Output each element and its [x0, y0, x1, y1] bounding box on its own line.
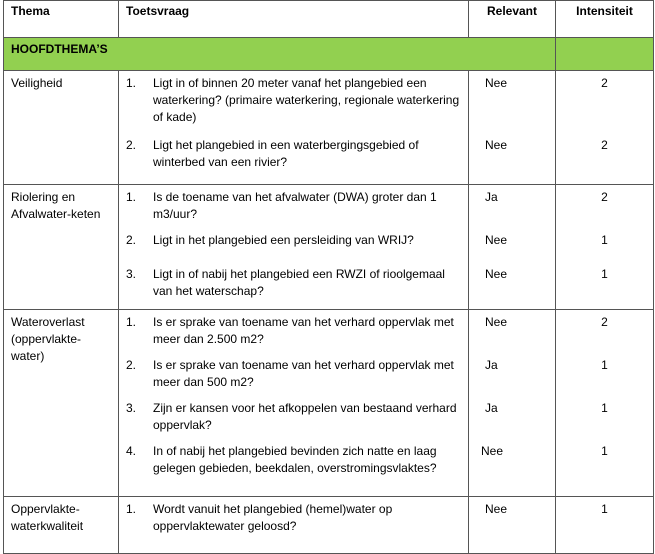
header-thema: Thema: [4, 1, 119, 38]
intensiteit-value: 1: [601, 267, 608, 281]
thema-cell: Veiligheid: [4, 71, 119, 185]
question-text: Wordt vanuit het plangebied (hemel)water op oppervlaktewater geloosd?: [153, 502, 393, 533]
header-toetsvraag: Toetsvraag: [119, 1, 469, 38]
intensiteit-value: 1: [601, 358, 608, 372]
question-item: [126, 357, 461, 400]
intensiteit-value: 1: [601, 502, 608, 516]
intensiteit-value: 2: [601, 190, 608, 204]
relevant-value: Nee: [485, 138, 508, 152]
question-text: Is er sprake van toename van het verhard oppervlak met meer dan 2.500 m2?: [153, 315, 454, 346]
question-item: [126, 501, 461, 535]
table-row: [4, 497, 654, 554]
question-text: Is de toename van het afvalwater (DWA) groter dan 1 m3/uur?: [153, 190, 437, 221]
relevant-value: Ja: [485, 401, 498, 415]
header-row: [4, 1, 654, 38]
question-item: [126, 189, 461, 232]
question-cell: [119, 310, 469, 497]
question-number: 1.: [126, 315, 137, 329]
question-text: Ligt het plangebied in een waterbergingsgebied of winterbed van een rivier?: [153, 138, 419, 169]
relevant-value: Nee: [485, 315, 508, 329]
intensiteit-value: 2: [601, 138, 608, 152]
question-cell: [119, 185, 469, 310]
table-row: [4, 185, 654, 310]
table-row: [4, 310, 654, 497]
toetsvragen-table: [3, 0, 654, 554]
relevant-value: Nee: [485, 233, 508, 247]
question-number: 1.: [126, 190, 137, 204]
question-number: 2.: [126, 233, 137, 247]
question-number: 1.: [126, 76, 137, 90]
question-text: Ligt in het plangebied een persleiding van WRIJ?: [153, 233, 414, 247]
question-item: [126, 137, 461, 171]
question-text: Ligt in of binnen 20 meter vanaf het plangebied een waterkering? (primaire waterkering, regionale waterkering of kade): [153, 76, 460, 124]
section-row: [4, 38, 654, 71]
section-title: HOOFDTHEMA’S: [4, 38, 556, 71]
relevant-value: Ja: [485, 190, 498, 204]
table-row: [4, 71, 654, 185]
intensiteit-value: 1: [601, 444, 608, 458]
question-item: [126, 443, 461, 477]
question-number: 2.: [126, 138, 137, 152]
thema-cell: Oppervlakte-waterkwaliteit: [4, 497, 119, 554]
question-item: [126, 400, 461, 443]
relevant-value: Nee: [485, 267, 508, 281]
question-text: In of nabij het plangebied bevinden zich natte en laag gelegen gebieden, beekdalen, overstromingsvlaktes?: [153, 444, 437, 475]
question-number: 3.: [126, 267, 137, 281]
intensiteit-cell: [556, 310, 654, 497]
question-item: [126, 232, 461, 266]
intensiteit-value: 2: [601, 76, 608, 90]
question-text: Is er sprake van toename van het verhard oppervlak met meer dan 500 m2?: [153, 358, 454, 389]
relevant-cell: [469, 185, 556, 310]
question-number: 2.: [126, 358, 137, 372]
question-number: 1.: [126, 502, 137, 516]
thema-cell: Wateroverlast (oppervlakte-water): [4, 310, 119, 497]
header-relevant: Relevant: [469, 1, 556, 38]
question-item: [126, 266, 461, 300]
intensiteit-value: 2: [601, 315, 608, 329]
question-item: [126, 314, 461, 357]
relevant-value: Nee: [485, 502, 508, 516]
intensiteit-cell: [556, 185, 654, 310]
question-text: Zijn er kansen voor het afkoppelen van bestaand verhard oppervlak?: [153, 401, 457, 432]
relevant-value: Ja: [485, 358, 498, 372]
intensiteit-value: 1: [601, 233, 608, 247]
question-cell: [119, 497, 469, 554]
relevant-cell: [469, 71, 556, 185]
intensiteit-value: 1: [601, 401, 608, 415]
question-number: 4.: [126, 444, 137, 458]
intensiteit-cell: [556, 497, 654, 554]
question-item: [126, 75, 461, 137]
thema-cell: Riolering en Afvalwater-keten: [4, 185, 119, 310]
question-text: Ligt in of nabij het plangebied een RWZI of rioolgemaal van het waterschap?: [153, 267, 445, 298]
relevant-cell: [469, 497, 556, 554]
relevant-value: Nee: [485, 76, 508, 90]
section-blank-cell: [556, 38, 654, 71]
relevant-cell: [469, 310, 556, 497]
header-intensiteit: Intensiteit: [556, 1, 654, 38]
intensiteit-cell: [556, 71, 654, 185]
question-cell: [119, 71, 469, 185]
question-number: 3.: [126, 401, 137, 415]
relevant-value: Nee: [481, 444, 504, 458]
